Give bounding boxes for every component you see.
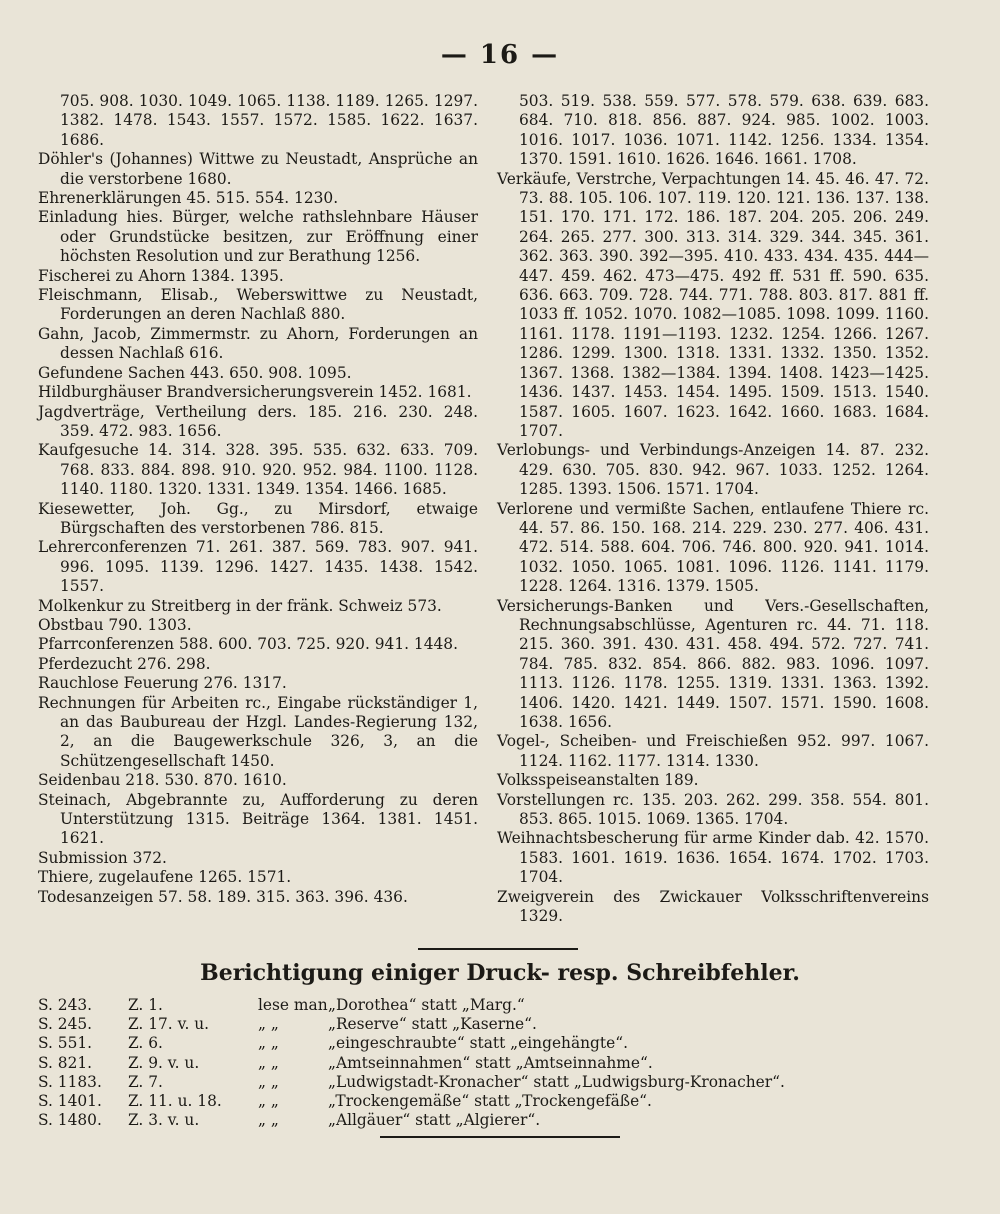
- correction-line: Z. 17. v. u.: [128, 1015, 210, 1034]
- correction-text: „eingeschraubte“ statt „eingehängte“.: [328, 1034, 628, 1053]
- correction-row: [38, 1111, 938, 1130]
- index-entry: Pferdezucht 276. 298.: [38, 654, 211, 673]
- index-entry: Rauchlose Feuerung 276. 1317.: [38, 674, 287, 693]
- index-entry: Kiesewetter, Joh. Gg., zu Mirsdorf, etwaige Bürgschaften des verstorbenen 786. 815.: [38, 499, 478, 537]
- correction-row: [38, 1092, 938, 1111]
- index-entry: Weihnachtsbescherung für arme Kinder dab. 42. 1570. 1583. 1601. 1619. 1636. 1654. 1674. 1702. 1703. 1704.: [497, 829, 929, 887]
- correction-text: „Ludwigstadt-Kronacher“ statt „Ludwigsburg-Kronacher“.: [328, 1072, 785, 1091]
- end-divider: [380, 1136, 620, 1138]
- correction-text: „Allgäuer“ statt „Algierer“.: [328, 1111, 541, 1130]
- corrections-list: [38, 996, 938, 1130]
- correction-row: [38, 1073, 938, 1092]
- correction-text: „Trockengemäße“ statt „Trockengefäße“.: [328, 1091, 652, 1110]
- index-entry: Fischerei zu Ahorn 1384. 1395.: [38, 266, 284, 285]
- index-entry: Ehrenerklärungen 45. 515. 554. 1230.: [38, 189, 339, 208]
- index-entry: Seidenbau 218. 530. 870. 1610.: [38, 771, 287, 790]
- index-entry: 503. 519. 538. 559. 577. 578. 579. 638. 639. 683. 684. 710. 818. 856. 887. 924. 985. 1002. 1003. 1016. 1017. 1036. 1071. 1142. 1256. 1334. 1354. 1370. 1591. 1610. 1626. 1646. 1661. 1708.: [519, 92, 929, 169]
- index-column-left: [38, 92, 478, 907]
- correction-page: S. 1183.: [38, 1072, 102, 1091]
- correction-instruction: „ „: [258, 1111, 279, 1130]
- index-entry: Submission 372.: [38, 848, 167, 867]
- correction-page: S. 243.: [38, 996, 93, 1014]
- section-divider: [418, 948, 578, 950]
- correction-line: Z. 6.: [128, 1034, 163, 1053]
- index-entry: Jagdverträge, Vertheilung ders. 185. 216. 230. 248. 359. 472. 983. 1656.: [38, 402, 478, 440]
- index-entry: Rechnungen für Arbeiten rc., Eingabe rückständiger 1, an das Baubureau der Hzgl. Landes-Regierung 132, 2, an die Baugewerkschule 326, 3, an die Schützengesellschaft 1450.: [38, 693, 478, 770]
- index-entry: Vorstellungen rc. 135. 203. 262. 299. 358. 554. 801. 853. 865. 1015. 1069. 1365. 1704.: [497, 790, 929, 829]
- correction-page: S. 1480.: [38, 1111, 102, 1130]
- index-entry: Molkenkur zu Streitberg in der fränk. Schweiz 573.: [38, 596, 442, 615]
- correction-instruction: „ „: [258, 1034, 279, 1053]
- correction-line: Z. 9. v. u.: [128, 1053, 200, 1072]
- correction-row: [38, 1054, 938, 1073]
- index-entry: Fleischmann, Elisab., Weberswittwe zu Neustadt, Forderungen an deren Nachlaß 880.: [38, 286, 478, 324]
- index-entry: Verlobungs- und Verbindungs-Anzeigen 14. 87. 232. 429. 630. 705. 830. 942. 967. 1033. 1252. 1264. 1285. 1393. 1506. 1571. 1704.: [497, 441, 929, 499]
- correction-page: S. 551.: [38, 1034, 93, 1053]
- index-entry: Thiere, zugelaufene 1265. 1571.: [38, 868, 292, 887]
- index-entry: 705. 908. 1030. 1049. 1065. 1138. 1189. 1265. 1297. 1382. 1478. 1543. 1557. 1572. 1585. 1622. 1637. 1686.: [60, 92, 478, 149]
- correction-text: „Dorothea“ statt „Marg.“: [328, 996, 525, 1014]
- correction-instruction: „ „: [258, 1015, 279, 1034]
- correction-instruction: „ „: [258, 1072, 279, 1091]
- index-entry: Steinach, Abgebrannte zu, Aufforderung zu deren Unterstützung 1315. Beiträge 1364. 1381. 1451. 1621.: [38, 790, 478, 848]
- index-entry: Lehrerconferenzen 71. 261. 387. 569. 783. 907. 941. 996. 1095. 1139. 1296. 1427. 1435. 1438. 1542. 1557.: [38, 538, 478, 596]
- correction-line: Z. 7.: [128, 1072, 163, 1091]
- correction-row: [38, 1015, 938, 1034]
- correction-page: S. 1401.: [38, 1091, 102, 1110]
- correction-row: [38, 996, 938, 1015]
- correction-text: „Amtseinnahmen“ statt „Amtseinnahme“.: [328, 1053, 653, 1072]
- correction-row: [38, 1034, 938, 1053]
- corrections-heading: Berichtigung einiger Druck- resp. Schreibfehler.: [200, 960, 800, 986]
- correction-instruction: „ „: [258, 1091, 279, 1110]
- index-entry: Gefundene Sachen 443. 650. 908. 1095.: [38, 363, 352, 382]
- index-entry: Volksspeiseanstalten 189.: [497, 771, 699, 790]
- correction-page: S. 245.: [38, 1015, 93, 1034]
- index-entry: Todesanzeigen 57. 58. 189. 315. 363. 396. 436.: [38, 887, 408, 906]
- index-column-right: [497, 92, 929, 926]
- correction-instruction: lese man: [258, 996, 328, 1014]
- index-entry: Döhler's (Johannes) Wittwe zu Neustadt, Ansprüche an die verstorbene 1680.: [38, 150, 478, 188]
- correction-text: „Reserve“ statt „Kaserne“.: [328, 1015, 537, 1034]
- index-entry: Einladung hies. Bürger, welche rathslehnbare Häuser oder Grundstücke besitzen, zur Eröffnung einer höchsten Resolution und zur Berathung 1256.: [38, 208, 478, 266]
- index-entry: Verlorene und vermißte Sachen, entlaufene Thiere rc. 44. 57. 86. 150. 168. 214. 229. 230. 277. 406. 431. 472. 514. 588. 604. 706. 746. 800. 920. 941. 1014. 1032. 1050. 1065. 1081. 1096. 1126. 1141. 1179. 1228. 1264. 1316. 1379. 1505.: [497, 499, 929, 596]
- correction-line: Z. 1.: [128, 996, 163, 1014]
- index-entry: Gahn, Jacob, Zimmermstr. zu Ahorn, Forderungen an dessen Nachlaß 616.: [38, 324, 478, 363]
- correction-line: Z. 11. u. 18.: [128, 1091, 222, 1110]
- index-entry: Pfarrconferenzen 588. 600. 703. 725. 920. 941. 1448.: [38, 635, 458, 654]
- index-entry: Zweigverein des Zwickauer Volksschriftenvereins 1329.: [497, 887, 929, 926]
- index-entry: Vogel-, Scheiben- und Freischießen 952. 997. 1067. 1124. 1162. 1177. 1314. 1330.: [497, 732, 929, 770]
- correction-line: Z. 3. v. u.: [128, 1111, 200, 1130]
- index-entry: Obstbau 790. 1303.: [38, 615, 192, 634]
- index-entry: Hildburghäuser Brandversicherungsverein 1452. 1681.: [38, 383, 472, 402]
- page-number: — 16 —: [440, 40, 560, 70]
- index-entry: Versicherungs-Banken und Vers.-Gesellschaften, Rechnungsabschlüsse, Agenturen rc. 44. 71. 118. 215. 360. 391. 430. 431. 458. 494. 572. 727. 741. 784. 785. 832. 854. 866. 882. 983. 1096. 1097. 1113. 1126. 1178. 1255. 1319. 1331. 1363. 1392. 1406. 1420. 1421. 1449. 1507. 1571. 1590. 1608. 1638. 1656.: [497, 596, 929, 731]
- index-entry: Kaufgesuche 14. 314. 328. 395. 535. 632. 633. 709. 768. 833. 884. 898. 910. 920. 952. 984. 1100. 1128. 1140. 1180. 1320. 1331. 1349. 1354. 1466. 1685.: [38, 441, 478, 499]
- correction-page: S. 821.: [38, 1053, 93, 1072]
- correction-instruction: „ „: [258, 1053, 279, 1072]
- index-entry: Verkäufe, Verstrche, Verpachtungen 14. 45. 46. 47. 72. 73. 88. 105. 106. 107. 119. 120. 121. 136. 137. 138. 151. 170. 171. 172. 186. 187. 204. 205. 206. 249. 264. 265. 277. 300. 313. 314. 329. 344. 345. 361. 362. 363. 390. 392—395. 410. 433. 434. 435. 444—447. 459. 462. 473—475. 492 ff. 531 ff. 590. 635. 636. 663. 709. 728. 744. 771. 788. 803. 817. 881 ff. 1033 ff. 1052. 1070. 1082—1085. 1098. 1099. 1160. 1161. 1178. 1191—1193. 1232. 1254. 1266. 1267. 1286. 1299. 1300. 1318. 1331. 1332. 1350. 1352. 1367. 1368. 1382—1384. 1394. 1408. 1423—1425. 1436. 1437. 1453. 1454. 1495. 1509. 1513. 1540. 1587. 1605. 1607. 1623. 1642. 1660. 1683. 1684. 1707.: [497, 169, 929, 440]
